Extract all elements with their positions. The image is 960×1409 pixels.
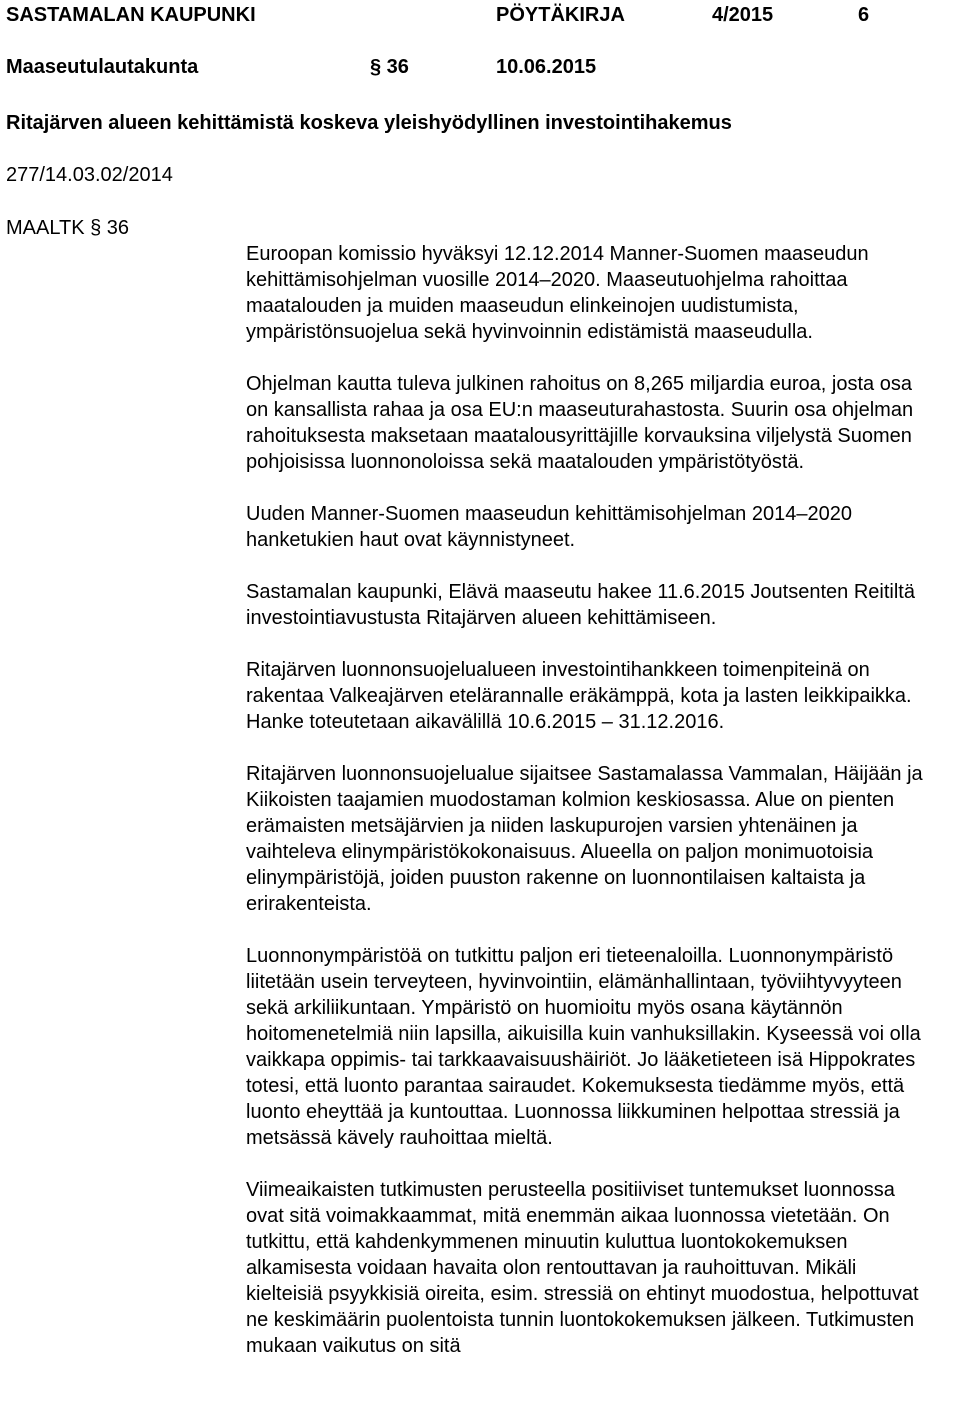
committee-name: Maaseutulautakunta — [6, 56, 199, 78]
paragraph: Ritajärven luonnonsuojelualue sijaitsee Sastamalassa Vammalan, Häijään ja Kiikoisten taajamien muodostaman kolmion keskiosassa. Alue on pienten erämaisten metsäjärvien ja niiden laskupurojen varsien yhtenäinen ja vaihteleva elinympäristökokonaisuus. Alueella on paljon monimuotoisia elinympäristöjä, joiden puuston rakenne on luonnontilaisen kaltaista ja erirakenteista. — [246, 763, 923, 915]
paragraph: Uuden Manner-Suomen maaseudun kehittämisohjelman 2014–2020 hanketukien haut ovat käynnistyneet. — [246, 503, 852, 551]
paragraph: Luonnonympäristöä on tutkittu paljon eri tieteenaloilla. Luonnonympäristö liitetään usein terveyteen, hyvinvointiin, elämänhallintaan, työviihtyvyyteen sekä arkiliikuntaan. Ympäristö on huomioitu myös osana käytännön hoitomenetelmiä niin lapsilla, aikuisilla kuin vanhuksillakin. Kyseessä voi olla vaikkapa oppimis- tai tarkkaavaisuushäiriöt. Jo lääketieteen isä Hippokrates totesi, että luonto parantaa sairaudet. Kokemuksesta tiedämme myös, että luonto eheyttää ja kuntouttaa. Luonnossa liikkuminen helpottaa stressiä ja metsässä kävely rauhoittaa mieltä. — [246, 945, 921, 1149]
city-name: SASTAMALAN KAUPUNKI — [6, 4, 256, 26]
reference-number: 277/14.03.02/2014 — [6, 164, 173, 186]
document-body — [246, 241, 936, 1385]
page-number: 6 — [858, 4, 870, 26]
meeting-date: 10.06.2015 — [496, 56, 597, 78]
subject-heading: Ritajärven alueen kehittämistä koskeva yleishyödyllinen investointihakemus — [6, 112, 732, 134]
section-number: § 36 — [370, 56, 409, 78]
document-type: PÖYTÄKIRJA — [496, 4, 625, 26]
paragraph: Ohjelman kautta tuleva julkinen rahoitus on 8,265 miljardia euroa, josta osa on kansallista rahaa ja osa EU:n maaseuturahastosta. Suurin osa ohjelman rahoituksesta maksetaan maatalousyrittäjille korvauksina viljelystä Suomen pohjoisissa luonnonoloissa sekä maatalouden ympäristötyöstä. — [246, 373, 914, 473]
paragraph: Sastamalan kaupunki, Elävä maaseutu hakee 11.6.2015 Joutsenten Reitiltä investointiavustusta Ritajärven alueen kehittämiseen. — [246, 581, 915, 629]
paragraph: Viimeaikaisten tutkimusten perusteella positiiviset tuntemukset luonnossa ovat sitä voimakkaammat, mitä enemmän aikaa luonnossa vietetään. On tutkittu, että kahdenkymmenen minuutin kuluttua luontokokemuksen alkamisesta voidaan havaita olon rentouttavan ja rauhoittuvan. Mikäli kielteisiä psyykkisiä oireita, esim. stressiä on ehtinyt muodostua, helpottuvat ne keskimäärin puolentoista tunnin luontokokemuksen jälkeen. Tutkimusten mukaan vaikutus on sitä — [246, 1179, 919, 1357]
document-number: 4/2015 — [712, 4, 774, 26]
paragraph: Ritajärven luonnonsuojelualueen investointihankkeen toimenpiteinä on rakentaa Valkeajärven etelärannalle eräkämppä, kota ja lasten leikkipaikka. Hanke toteutetaan aikavälillä 10.6.2015 – 31.12.2016. — [246, 659, 912, 733]
paragraph: Euroopan komissio hyväksyi 12.12.2014 Manner-Suomen maaseudun kehittämisohjelman vuosille 2014–2020. Maaseutuohjelma rahoittaa maatalouden ja muiden maaseudun elinkeinojen uudistumista, ympäristönsuojelua sekä hyvinvoinnin edistämistä maaseudulla. — [246, 243, 869, 343]
case-reference: MAALTK § 36 — [6, 217, 130, 239]
